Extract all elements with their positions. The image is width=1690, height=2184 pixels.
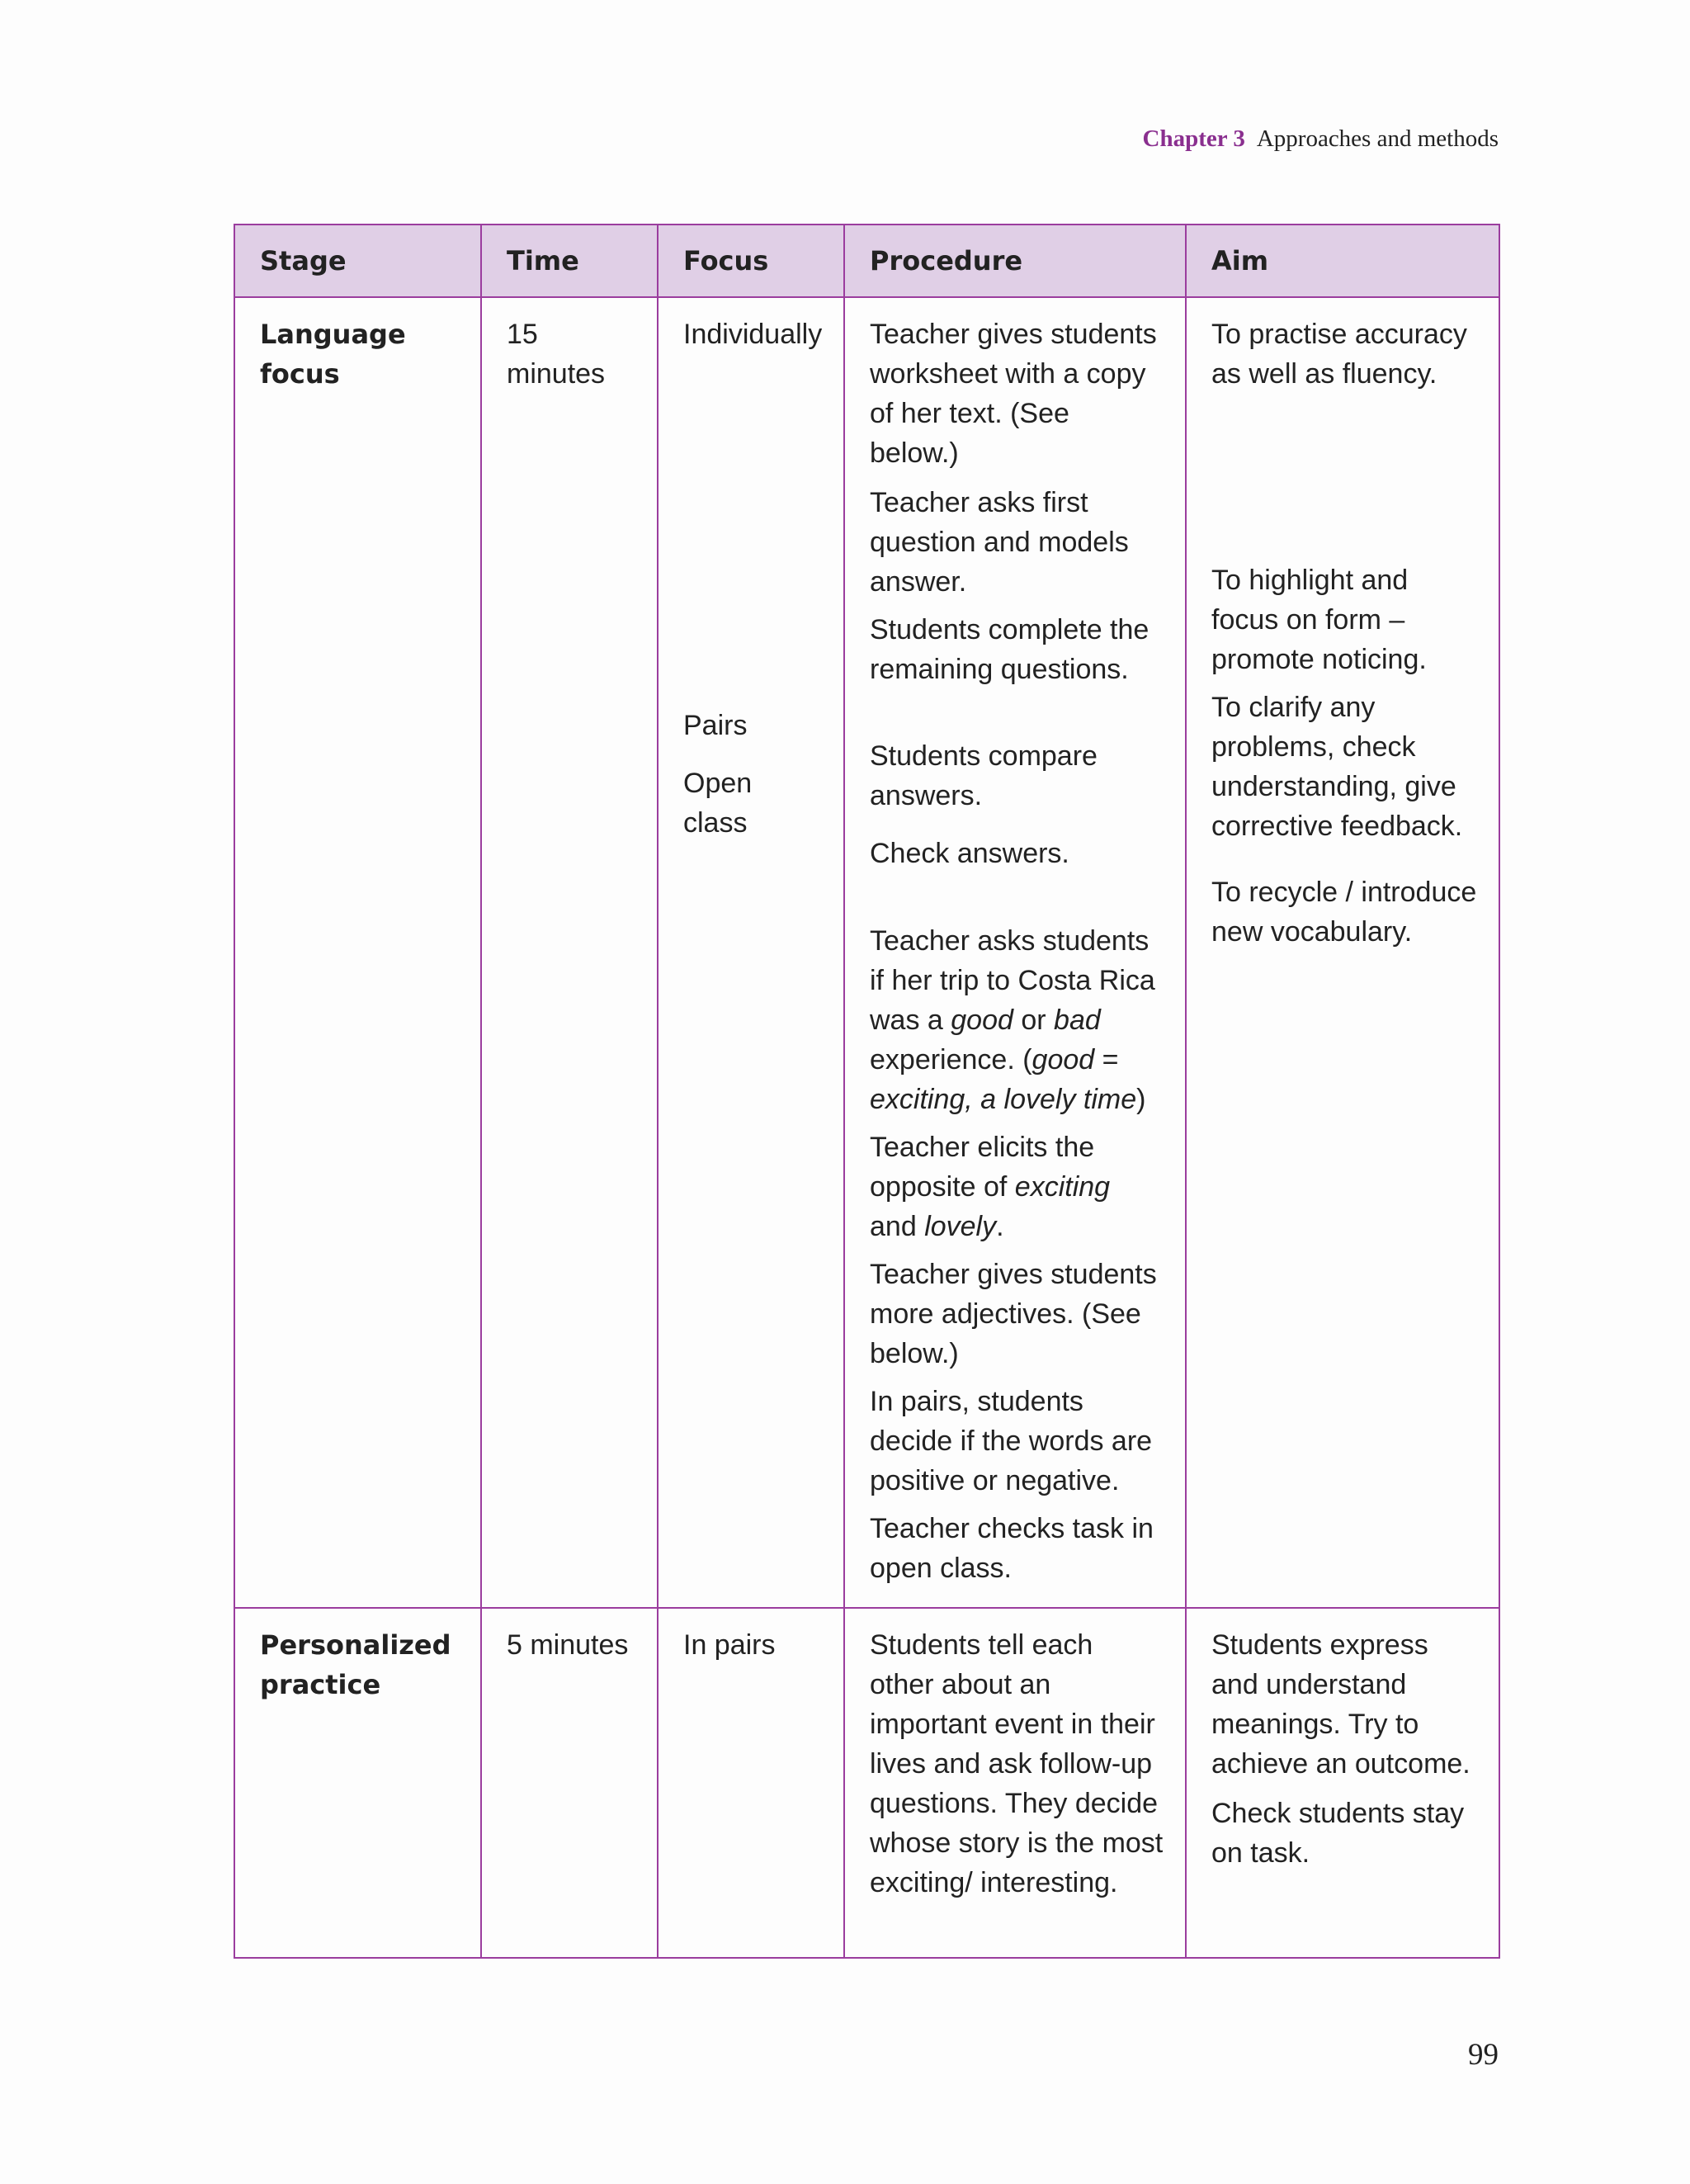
time-cell [481,1608,658,1958]
procedure-cell [844,297,1186,1608]
aim-entry: To highlight and focus on form – promote noticing. [1211,565,1427,675]
aim-entry: To clarify any problems, check understanding, give corrective feedback. [1211,692,1463,842]
emphasis: exciting, a lovely time [870,1084,1137,1115]
procedure-step: Teacher asks first question and models answer. [870,487,1129,598]
procedure-step: Students compare answers. [870,740,1098,811]
procedure-cell [844,1608,1186,1958]
table-row [234,1608,1499,1958]
procedure-step: Students tell each other about an important event in their lives and ask follow-up questions. They decide whose story is the most exciting/ interesting. [870,1629,1164,1898]
procedure-text: ) [1136,1084,1146,1115]
time-value: 15 minutes [507,319,606,390]
aim-entry: Students express and understand meanings. Try to achieve an outcome. [1211,1629,1470,1780]
aim-cell [1186,297,1499,1608]
procedure-step: Teacher gives students more adjectives. (See below.) [870,1259,1157,1369]
procedure-step: Teacher checks task in open class. [870,1513,1154,1584]
chapter-label: Chapter 3 [1142,125,1245,152]
lesson-plan-table [234,224,1500,1959]
focus-entry: Open class [683,768,753,839]
aim-entry: To recycle / introduce new vocabulary. [1211,877,1477,948]
procedure-step: Teacher gives students worksheet with a copy of her text. (See below.) [870,319,1157,469]
procedure-step: Students complete the remaining questions. [870,614,1149,685]
column-header-procedure: Procedure [844,225,1186,297]
aim-entry: Check students stay on task. [1211,1798,1465,1869]
procedure-step: In pairs, students decide if the words are positive or negative. [870,1386,1153,1496]
chapter-title: Approaches and methods [1256,125,1499,152]
stage-cell [234,297,481,1608]
aim-cell [1186,1608,1499,1958]
procedure-text: = [1094,1044,1119,1075]
stage-label: Personalized practice [260,1629,451,1700]
emphasis: good [951,1005,1013,1036]
procedure-text: . [996,1211,1004,1242]
procedure-step [870,921,1164,1119]
procedure-text: Teacher elicits the opposite of [870,1132,1095,1203]
table-header-row [234,225,1499,297]
page-number: 99 [1468,2038,1499,2072]
focus-entry: Individually [683,319,823,350]
focus-cell [658,297,844,1608]
column-header-stage: Stage [234,225,481,297]
aim-entry: To practise accuracy as well as fluency. [1211,319,1467,390]
procedure-text: Teacher asks students if her trip to Costa Rica was a [870,925,1155,1036]
emphasis: bad [1054,1005,1101,1036]
stage-cell [234,1608,481,1958]
procedure-text: experience. ( [870,1044,1032,1075]
emphasis: good [1031,1044,1095,1075]
focus-entry: Pairs [683,710,748,741]
running-head [1143,125,1499,153]
focus-cell [658,1608,844,1958]
column-header-aim: Aim [1186,225,1499,297]
time-cell [481,297,658,1608]
time-value: 5 minutes [507,1629,629,1661]
column-header-focus: Focus [658,225,844,297]
procedure-text: or [1013,1005,1055,1036]
column-header-time: Time [481,225,658,297]
table-row [234,297,1499,1608]
emphasis: exciting [1014,1171,1111,1203]
procedure-step [870,1127,1164,1246]
stage-label: Language focus [260,319,406,390]
procedure-step: Check answers. [870,838,1069,869]
procedure-text: and [870,1211,925,1242]
focus-entry: In pairs [683,1629,776,1661]
emphasis: lovely [924,1211,997,1242]
